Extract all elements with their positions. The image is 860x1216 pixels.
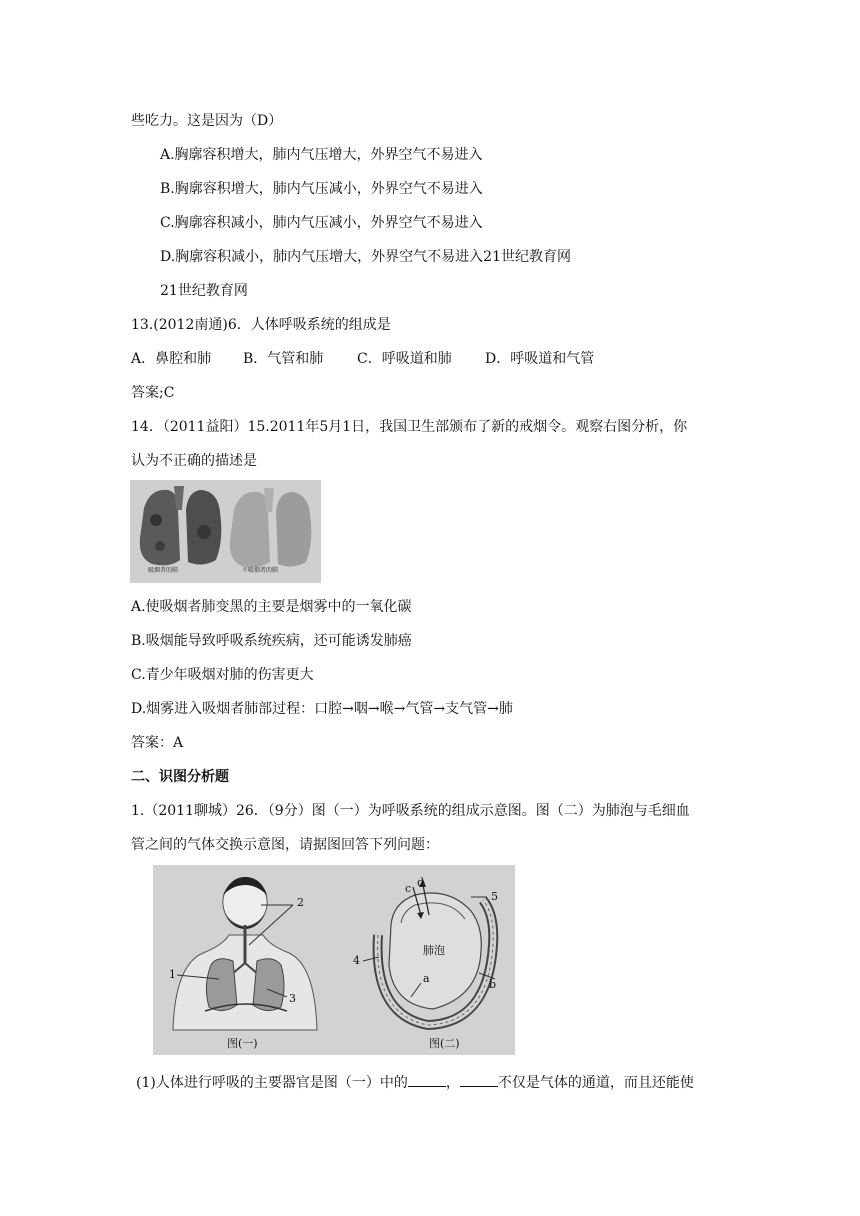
fig1-label-3: 3 [289,992,296,1005]
fig1-label-1: 1 [169,968,176,981]
s2-q1-line2: 管之间的气体交换示意图，请据图回答下列问题： [131,837,439,853]
caption-smoker-lung: 吸烟者的肺 [148,567,179,574]
q13-answer: 答案;C [131,385,175,401]
fig2-label-c: c [405,882,412,895]
answer-blank-2[interactable] [460,1072,498,1087]
q12-option-a: A.胸廓容积增大，肺内气压增大，外界空气不易进入 [160,147,483,163]
respiratory-diagram [153,865,515,1055]
section-heading: 二、识图分析题 [131,769,229,785]
fig2-label-5: 5 [491,890,498,903]
q13-stem: 13.(2012南通)6．人体呼吸系统的组成是 [131,317,391,333]
q13-options [131,350,594,368]
s2-sub1-part2: 不仅是气体的通道，而且还能使 [497,1075,694,1091]
lungs-photo [130,480,321,583]
s2-q1-line1: 1.（2011聊城）26．（9分）图（一）为呼吸系统的组成示意图。图（二）为肺泡与毛细血 [131,803,690,819]
q14-answer: 答案：A [131,735,184,751]
fig1-caption: 图(一) [227,1037,258,1050]
fig2-label-b: b [489,978,497,991]
q14-option-a: A.使吸烟者肺变黑的主要是烟雾中的一氧化碳 [131,599,412,615]
q14-option-b: B.吸烟能导致呼吸系统疾病，还可能诱发肺癌 [131,633,412,649]
respiratory-figure [153,865,515,1055]
q14-stem-line1: 14．（2011益阳）15.2011年5月1日，我国卫生部颁布了新的戒烟令。观察右图分析，你 [131,419,688,435]
q13-option-b: B．气管和肺 [243,351,324,367]
q12-option-b: B.胸廓容积增大，肺内气压减小，外界空气不易进入 [160,181,483,197]
s2-sub1-part1: (1)人体进行呼吸的主要器官是图（一）中的 [136,1075,408,1091]
q12-option-d: D.胸廓容积减小，肺内气压增大，外界空气不易进入21世纪教育网 [160,249,571,265]
q14-option-d: D.烟雾进入吸烟者肺部过程：口腔→咽→喉→气管→支气管→肺 [131,701,513,717]
s2-sub1 [136,1072,694,1092]
fig2-label-d: d [417,876,425,889]
q13-option-a: A．鼻腔和肺 [131,351,212,367]
q14-stem-line2: 认为不正确的描述是 [131,453,257,469]
q12-stem-tail: 些吃力。这是因为（D） [131,113,283,129]
fig2-alveolus-label: 肺泡 [423,944,445,957]
fig2-label-4: 4 [353,954,360,967]
q14-option-c: C.青少年吸烟对肺的伤害更大 [131,667,314,683]
s2-sub1-sep: ， [445,1075,460,1091]
q12-option-c: C.胸廓容积减小，肺内气压减小，外界空气不易进入 [160,215,483,231]
q13-option-d: D．呼吸道和气管 [485,351,595,367]
answer-blank-1[interactable] [408,1072,446,1087]
fig2-label-a: a [423,972,430,985]
fig2-caption: 图(二) [429,1037,460,1050]
fig1-label-2: 2 [297,896,304,909]
caption-nonsmoker-lung: 不吸烟者的肺 [242,567,279,574]
watermark-text: 21世纪教育网 [160,283,248,299]
q13-option-c: C．呼吸道和肺 [357,351,452,367]
